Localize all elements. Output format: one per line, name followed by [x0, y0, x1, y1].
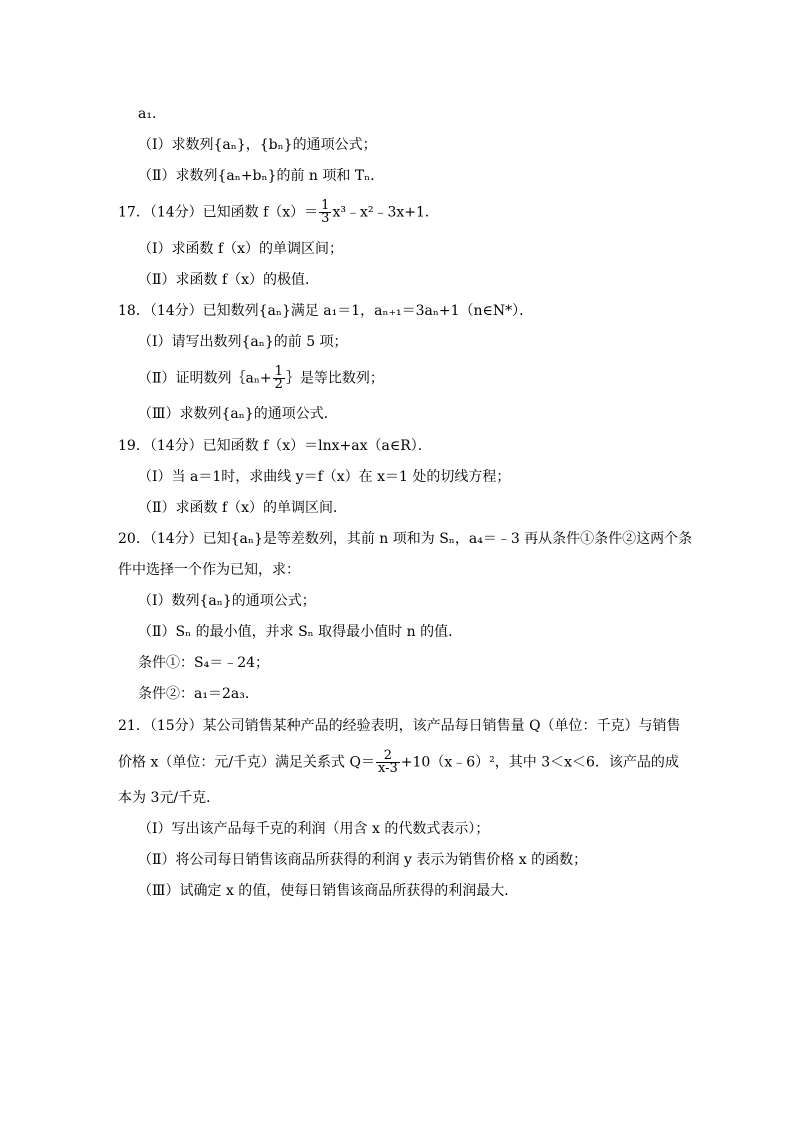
fraction-numerator: 1	[321, 198, 330, 213]
problem-18-part-3: （Ⅲ）求数列{aₙ}的通项公式．	[138, 406, 338, 422]
part-2-sum-tn: （Ⅱ）求数列{aₙ+bₙ}的前 n 项和 Tₙ．	[138, 168, 385, 184]
problem-18: 18．（14分）已知数列{aₙ}满足 a₁＝1，aₙ₊₁＝3aₙ+1（n∈N*）．	[118, 303, 534, 319]
fraction-one-third	[319, 200, 331, 225]
problem-20-part-2: （Ⅱ）Sₙ 的最小值，并求 Sₙ 取得最小值时 n 的值．	[138, 624, 463, 640]
problem-20-part-1: （Ⅰ）数列{aₙ}的通项公式；	[138, 593, 316, 609]
problem-17-part-1: （Ⅰ）求函数 f（x）的单调区间；	[138, 241, 344, 257]
problem-18-part-2-text-b: ｝是等比数列；	[285, 370, 384, 387]
fraction-two-over-x-minus-3	[376, 750, 400, 775]
condition-2: 条件②：a₁＝2a₃．	[138, 686, 259, 702]
fraction-numerator: 2	[376, 750, 400, 763]
fraction-numerator: 1	[274, 364, 283, 379]
problem-21-part-1: （Ⅰ）写出该产品每千克的利润（用含 x 的代数式表示）；	[138, 821, 490, 837]
problem-21-text-b: +10（x﹣6）²，其中 3＜x＜6．该产品的成	[400, 754, 679, 771]
part-1-sequence-formula: （Ⅰ）求数列{aₙ}，{bₙ}的通项公式；	[138, 137, 377, 153]
condition-1: 条件①：S₄＝﹣24；	[138, 655, 270, 671]
problem-19: 19．（14分）已知函数 f（x）＝lnx+ax（a∈R）．	[118, 438, 432, 454]
text-line-a1: a₁．	[138, 106, 166, 122]
problem-18-part-2-text-a: （Ⅱ）证明数列｛aₙ+	[138, 370, 272, 387]
problem-21-cost: 本为 3元/千克．	[118, 790, 221, 806]
problem-17-text-a: 17．（14分）已知函数 f（x）＝	[118, 204, 319, 221]
problem-20: 20．（14分）已知{aₙ}是等差数列，其前 n 项和为 Sₙ，a₄＝﹣3 再从条件①条件②这两个条	[118, 531, 693, 547]
fraction-one-half	[273, 366, 285, 391]
problem-17-part-2: （Ⅱ）求函数 f（x）的极值．	[138, 272, 320, 288]
problem-21-part-3: （Ⅲ）试确定 x 的值，使每日销售该商品所获得的利润最大．	[138, 883, 519, 899]
problem-21-text-a: 价格 x（单位：元/千克）满足关系式 Q＝	[118, 754, 375, 771]
problem-21-part-2: （Ⅱ）将公司每日销售该商品所获得的利润 y 表示为销售价格 x 的函数；	[138, 852, 588, 868]
problem-21: 21．（15分）某公司销售某种产品的经验表明，该产品每日销售量 Q（单位：千克）与销售	[118, 718, 681, 734]
problem-18-part-2	[138, 366, 384, 391]
problem-20-continued: 件中选择一个作为已知，求：	[118, 562, 300, 578]
problem-21-formula-line	[118, 750, 679, 775]
fraction-denominator: 2	[274, 377, 283, 392]
problem-18-part-1: （Ⅰ）请写出数列{aₙ}的前 5 项；	[138, 334, 348, 350]
problem-17-text-b: x³﹣x²﹣3x+1．	[332, 204, 439, 221]
problem-19-part-1: （Ⅰ）当 a＝1时，求曲线 y＝f（x）在 x＝1 处的切线方程；	[138, 469, 511, 485]
problem-17	[118, 200, 439, 225]
problem-19-part-2: （Ⅱ）求函数 f（x）的单调区间．	[138, 500, 348, 516]
fraction-denominator: 3	[321, 211, 330, 226]
fraction-denominator: x-3	[378, 761, 398, 776]
